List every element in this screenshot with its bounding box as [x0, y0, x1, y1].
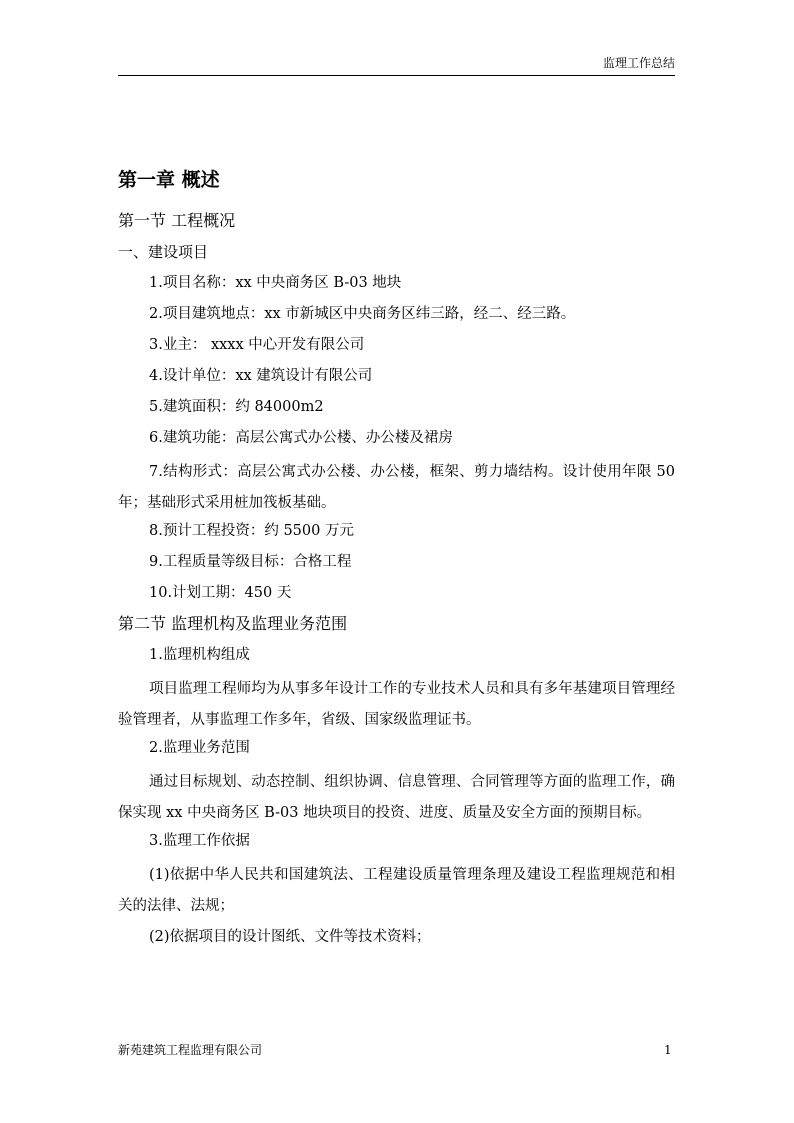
list-item: 5.建筑面积：约 84000m2 [149, 399, 324, 415]
list-item: 2.项目建筑地点：xx 市新城区中央商务区纬三路，经二、经三路。 [149, 306, 576, 322]
list-item: 3.业主： xxxx 中心开发有限公司 [149, 337, 365, 353]
paragraph: 项目监理工程师均为从事多年设计工作的专业技术人员和具有多年基建项目管理经验管理者，从事监理工作多年，省级、国家级监理证书。 [118, 681, 675, 728]
list-item: 4.设计单位：xx 建筑设计有限公司 [149, 368, 373, 384]
list-item: 8.预计工程投资：约 5500 万元 [149, 523, 354, 539]
header-title: 监理工作总结 [602, 56, 675, 70]
paragraph: 通过目标规划、动态控制、组织协调、信息管理、合同管理等方面的监理工作，确保实现 xx 中央商务区 B-03 地块项目的投资、进度、质量及安全方面的预期目标。 [118, 774, 675, 821]
list-item: 6.建筑功能：高层公寓式办公楼、办公楼及裙房 [149, 430, 453, 446]
footer-company: 新苑建筑工程监理有限公司 [118, 1043, 263, 1057]
list-item: 7.结构形式：高层公寓式办公楼、办公楼，框架、剪力墙结构。设计使用年限 50 年；基础形式采用桩加筏板基础。 [118, 464, 675, 511]
subheading: 3.监理工作依据 [149, 833, 250, 849]
list-item: 1.项目名称：xx 中央商务区 B-03 地块 [149, 275, 402, 291]
section-title: 第一节 工程概况 [118, 211, 236, 230]
list-item: (2)依据项目的设计图纸、文件等技术资料； [149, 929, 431, 945]
subheading: 一、建设项目 [118, 243, 209, 261]
list-item: 10.计划工期：450 天 [149, 585, 292, 601]
chapter-title: 第一章 概述 [118, 169, 220, 191]
page-header [118, 55, 675, 76]
list-item: 9.工程质量等级目标：合格工程 [149, 554, 352, 570]
subheading: 1.监理机构组成 [149, 647, 250, 663]
subheading: 2.监理业务范围 [149, 740, 250, 756]
section-title: 第二节 监理机构及监理业务范围 [118, 614, 348, 633]
list-item: (1)依据中华人民共和国建筑法、工程建设质量管理条理及建设工程监理规范和相关的法律、法规； [118, 867, 675, 914]
page-number: 1 [664, 1043, 672, 1057]
document-body [118, 168, 675, 953]
